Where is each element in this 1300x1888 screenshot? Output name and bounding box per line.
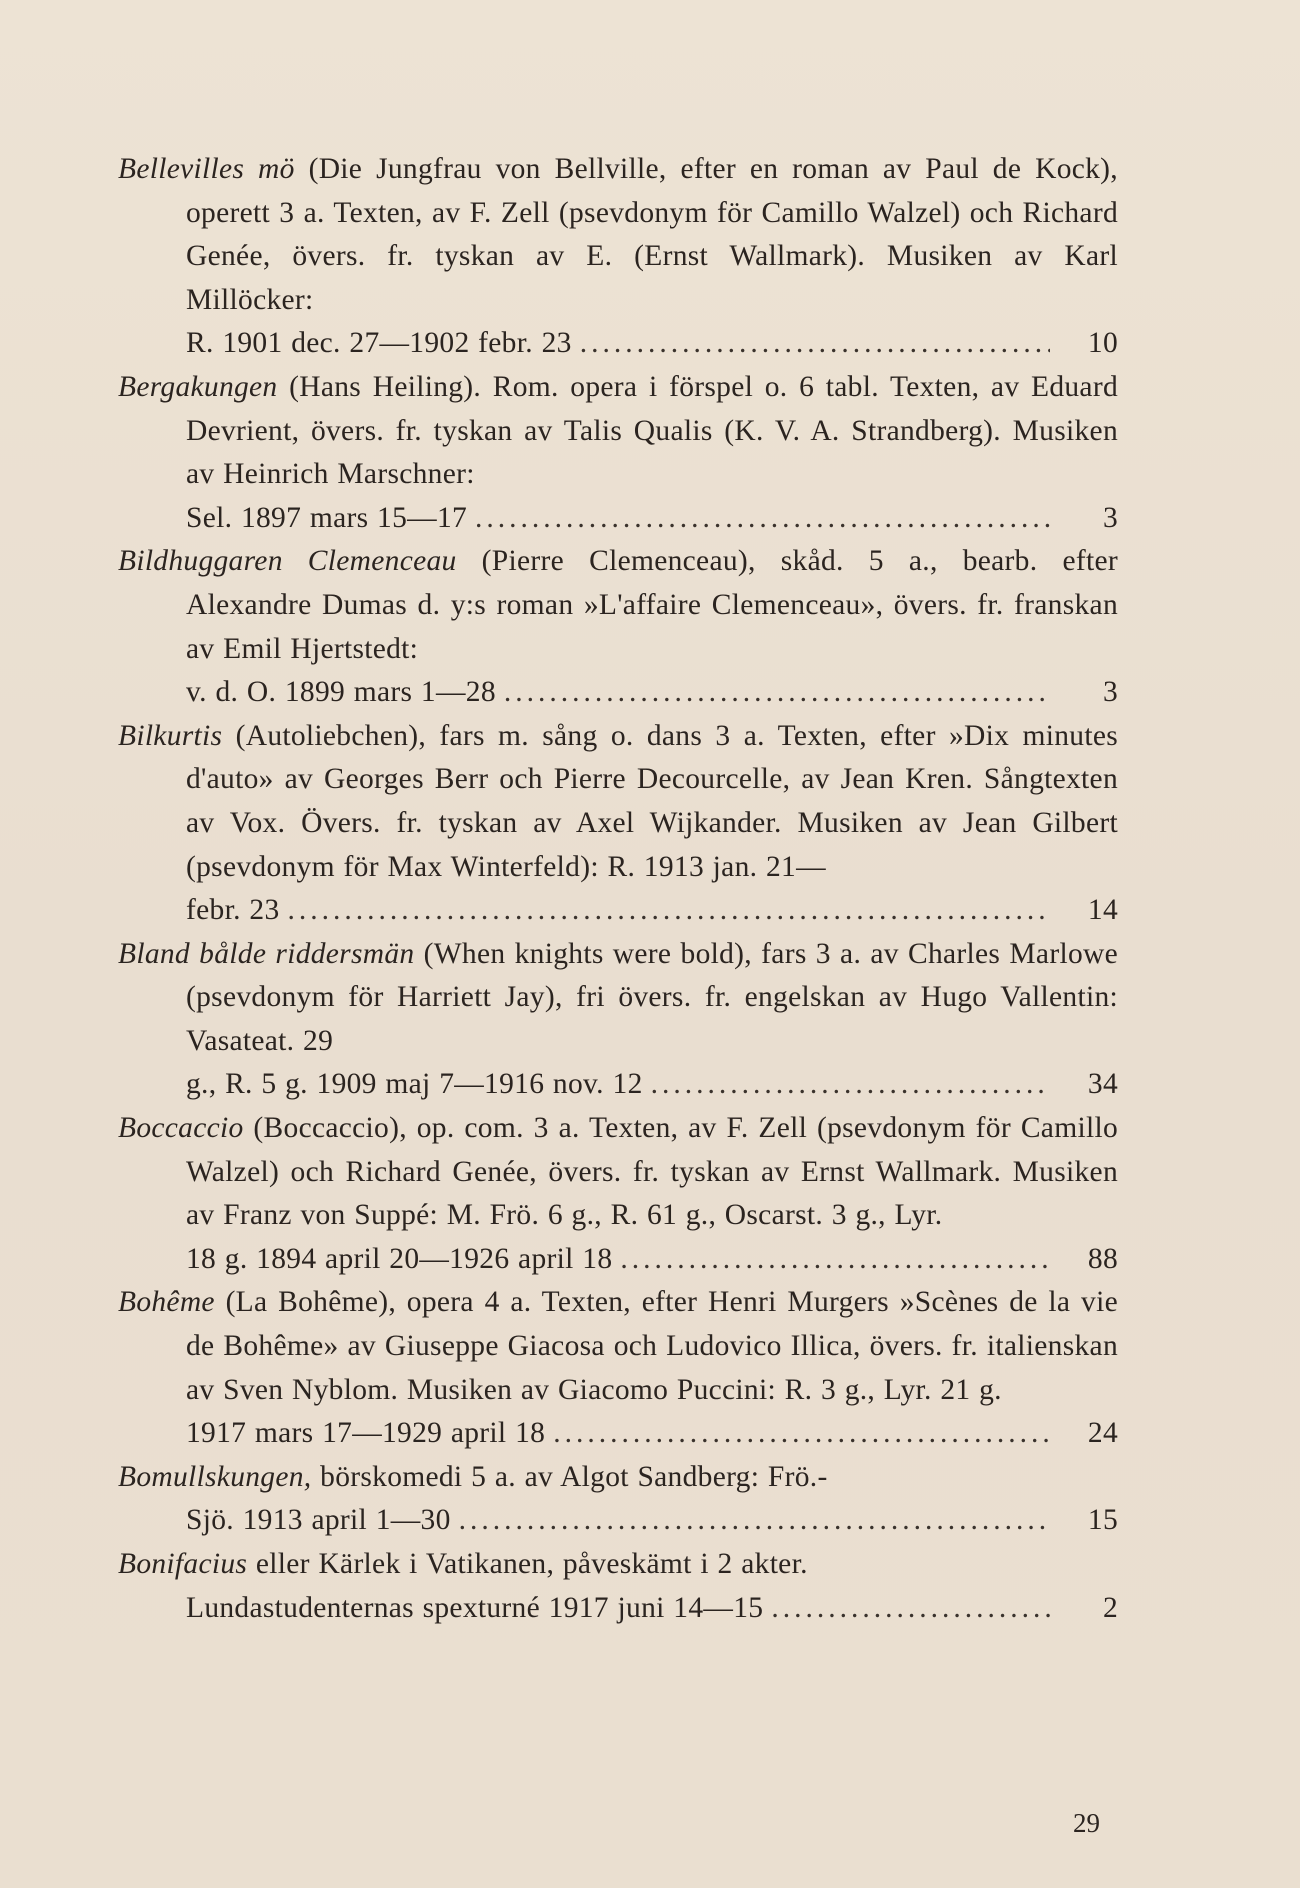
entry-count: 3 bbox=[1102, 676, 1118, 709]
entry-dates: 18 g. 1894 april 20—1926 april 18 bbox=[186, 1242, 613, 1275]
dot-leader bbox=[580, 322, 1050, 366]
entry-dates: v. d. O. 1899 mars 1—28 bbox=[186, 676, 496, 709]
dot-leader bbox=[288, 889, 1050, 933]
entry-final-line bbox=[186, 497, 1118, 541]
entry-final-line bbox=[186, 1587, 1118, 1631]
page-number: 29 bbox=[1073, 1808, 1100, 1838]
list-item bbox=[118, 933, 1118, 1107]
entry-final-line bbox=[186, 671, 1118, 715]
entry-final-line bbox=[186, 1063, 1118, 1107]
list-item bbox=[118, 1281, 1118, 1455]
entry-title: Bland bålde riddersmän bbox=[118, 937, 415, 970]
entry-count: 24 bbox=[1087, 1417, 1118, 1450]
entry-final-line bbox=[186, 1412, 1118, 1456]
entry-dates: Sel. 1897 mars 15—17 bbox=[186, 501, 468, 534]
entry-count: 3 bbox=[1102, 501, 1118, 534]
list-item bbox=[118, 1456, 1118, 1543]
entry-title: Bomullskungen, bbox=[118, 1460, 312, 1493]
list-item bbox=[118, 366, 1118, 540]
entry-description: eller Kärlek i Vatikanen, påveskämt i 2 akter. bbox=[247, 1548, 808, 1580]
entry-count: 14 bbox=[1087, 894, 1118, 927]
entry-final-line bbox=[186, 322, 1118, 366]
entry-title: Bohême bbox=[118, 1286, 215, 1319]
entry-description: (Hans Heiling). Rom. opera i förspel o. 6 tabl. Texten, av Eduard Devrient, övers. fr. tyskan av Talis Qualis (K. V. A. Strandberg). Musiken av Heinrich Marschner: bbox=[186, 370, 1118, 491]
entry-dates: Lundastudenternas spexturné 1917 juni 14—15 bbox=[186, 1591, 764, 1624]
entry-title: Bonifacius bbox=[118, 1548, 248, 1580]
list-item bbox=[118, 540, 1118, 714]
entry-description: (Boccaccio), op. com. 3 a. Texten, av F. Zell (psevdonym för Camillo Walzel) och Richard Genée, övers. fr. tyskan av Ernst Wallmark. Musiken av Franz von Suppé: M. Frö. 6 g., R. 61 g., Oscarst. 3 g., Lyr. bbox=[186, 1112, 1118, 1232]
dot-leader bbox=[620, 1238, 1050, 1282]
entry-count: 88 bbox=[1087, 1242, 1118, 1275]
entry-description: (Pierre Clemenceau), skåd. 5 a., bearb. efter Alexandre Dumas d. y:s roman »L'affaire Clemenceau», övers. fr. franskan av Emil Hjertstedt: bbox=[186, 545, 1118, 665]
dot-leader bbox=[475, 497, 1050, 541]
list-item bbox=[118, 1107, 1118, 1281]
list-item bbox=[118, 715, 1118, 933]
entry-title: Bildhuggaren Clemenceau bbox=[118, 545, 457, 578]
entry-list bbox=[118, 148, 1118, 1630]
entry-description: börskomedi 5 a. av Algot Sandberg: Frö.- bbox=[311, 1460, 828, 1493]
entry-count: 34 bbox=[1087, 1068, 1118, 1101]
entry-dates: R. 1901 dec. 27—1902 febr. 23 bbox=[186, 327, 572, 360]
list-item bbox=[118, 148, 1118, 366]
entry-count: 10 bbox=[1087, 327, 1118, 360]
entry-final-line bbox=[186, 1238, 1118, 1282]
entry-count: 2 bbox=[1102, 1591, 1118, 1624]
entry-description: (La Bohême), opera 4 a. Texten, efter Henri Murgers »Scènes de la vie de Bohême» av Giuseppe Giacosa och Ludovico Illica, övers. fr. italienskan av Sven Nyblom. Musiken av Giacomo Puccini: R. 3 g., Lyr. 21 g. bbox=[186, 1286, 1118, 1406]
dot-leader bbox=[651, 1063, 1050, 1107]
entry-title: Bilkurtis bbox=[118, 719, 223, 752]
entry-final-line bbox=[186, 889, 1118, 933]
dot-leader bbox=[459, 1499, 1050, 1543]
entry-dates: febr. 23 bbox=[186, 894, 280, 927]
entry-count: 15 bbox=[1087, 1504, 1118, 1537]
dot-leader bbox=[553, 1412, 1050, 1456]
entry-dates: 1917 mars 17—1929 april 18 bbox=[186, 1417, 546, 1450]
entry-dates: Sjö. 1913 april 1—30 bbox=[186, 1504, 451, 1537]
entry-title: Bergakungen bbox=[118, 370, 278, 403]
entry-description: (Die Jungfrau von Bellville, efter en roman av Paul de Kock), operett 3 a. Texten, av F. Zell (psevdonym för Camillo Walzel) och Richard Genée, övers. fr. tyskan av E. (Ernst Wallmark). Musiken av Karl Millöcker: bbox=[186, 153, 1118, 316]
entry-dates: g., R. 5 g. 1909 maj 7—1916 nov. 12 bbox=[186, 1068, 643, 1101]
list-item bbox=[118, 1543, 1118, 1630]
entry-title: Boccaccio bbox=[118, 1112, 244, 1145]
entry-description: (Autoliebchen), fars m. sång o. dans 3 a. Texten, efter »Dix minutes d'auto» av Georges Berr och Pierre Decourcelle, av Jean Kren. Sångtexten av Vox. Övers. fr. tyskan av Axel Wijkander. Musiken av Jean Gilbert (psevdonym för Max Winterfeld): R. 1913 jan. 21— bbox=[186, 719, 1118, 883]
dot-leader bbox=[771, 1587, 1050, 1631]
entry-description: (When knights were bold), fars 3 a. av Charles Marlowe (psevdonym för Harriett Jay), fri övers. fr. engelskan av Hugo Vallentin: Vasateat. 29 bbox=[186, 937, 1118, 1057]
entry-title: Bellevilles mö bbox=[118, 153, 295, 185]
dot-leader bbox=[504, 671, 1050, 715]
entry-final-line bbox=[186, 1499, 1118, 1543]
